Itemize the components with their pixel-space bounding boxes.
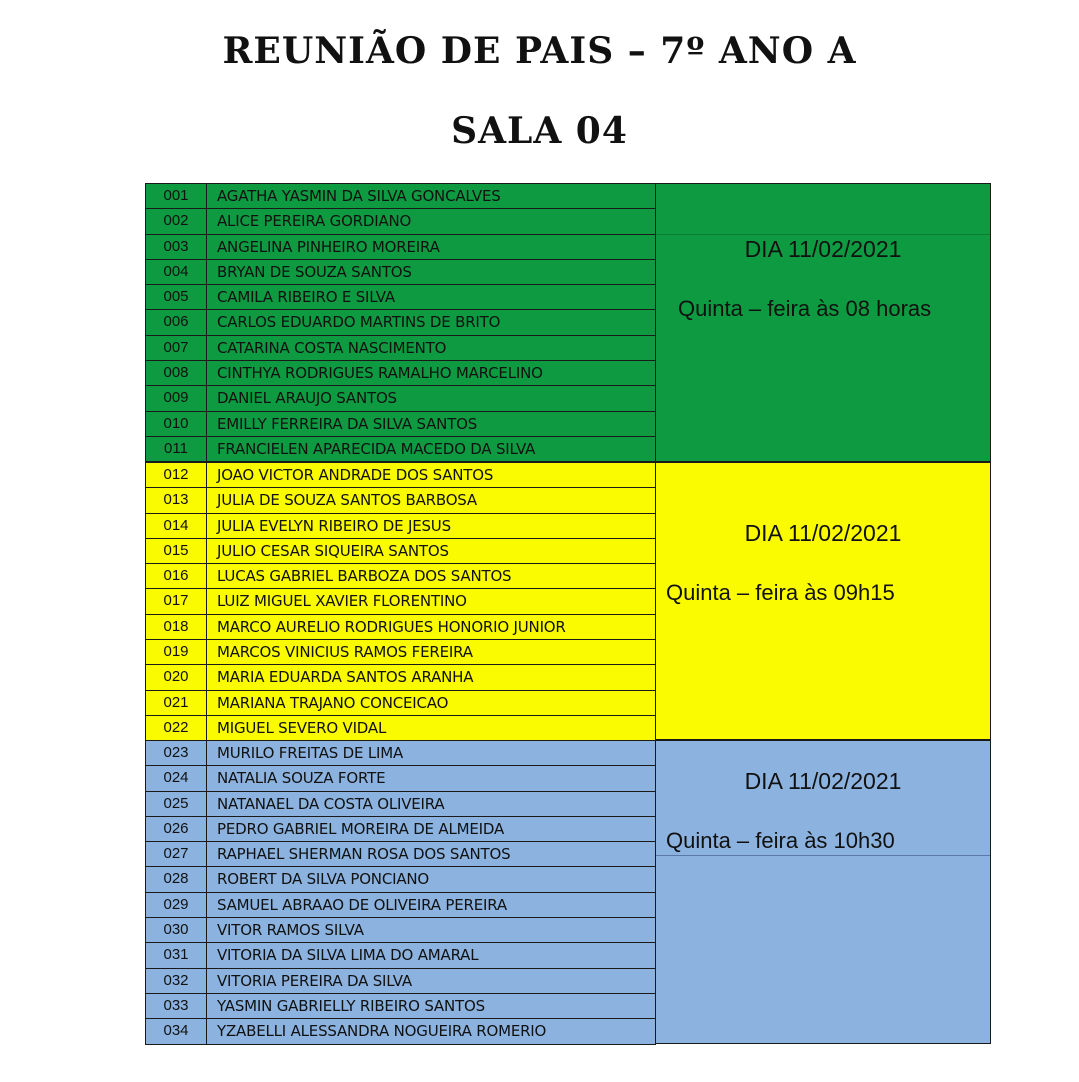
table-row xyxy=(146,336,655,361)
student-name: JULIO CESAR SIQUEIRA SANTOS xyxy=(217,541,449,560)
schedule-group-3 xyxy=(145,740,991,1044)
student-name: DANIEL ARAUJO SANTOS xyxy=(217,389,397,408)
table-row xyxy=(146,184,655,209)
student-name: JOAO VICTOR ANDRADE DOS SANTOS xyxy=(217,466,494,484)
student-number: 029 xyxy=(146,893,207,917)
student-name: YZABELLI ALESSANDRA NOGUEIRA ROMERIO xyxy=(217,1022,547,1041)
student-number: 009 xyxy=(146,386,207,410)
student-name: EMILLY FERREIRA DA SILVA SANTOS xyxy=(217,414,478,433)
student-number: 021 xyxy=(146,691,207,715)
table-row xyxy=(146,615,655,640)
room-subtitle: SALA 04 xyxy=(451,110,628,152)
table-row xyxy=(146,564,655,589)
student-name: ANGELINA PINHEIRO MOREIRA xyxy=(217,237,440,256)
page-title: REUNIÃO DE PAIS – 7º ANO A xyxy=(222,30,857,72)
student-number: 003 xyxy=(146,235,207,259)
student-number: 019 xyxy=(146,640,207,664)
student-name: CINTHYA RODRIGUES RAMALHO MARCELINO xyxy=(217,364,543,383)
meeting-date: DIA 11/02/2021 xyxy=(744,768,902,794)
table-row xyxy=(146,691,655,716)
student-number: 028 xyxy=(146,867,207,891)
student-name: BRYAN DE SOUZA SANTOS xyxy=(217,262,412,281)
student-name: MIGUEL SEVERO VIDAL xyxy=(217,718,387,737)
student-name: CAMILA RIBEIRO E SILVA xyxy=(217,288,395,307)
student-name: JULIA DE SOUZA SANTOS BARBOSA xyxy=(217,491,477,510)
student-name: LUIZ MIGUEL XAVIER FLORENTINO xyxy=(217,592,467,611)
schedule-cell xyxy=(656,740,991,1044)
student-name: MARCOS VINICIUS RAMOS FEREIRA xyxy=(217,643,473,662)
student-number: 005 xyxy=(146,285,207,309)
table-row xyxy=(146,817,655,842)
student-number: 032 xyxy=(146,969,207,993)
schedule-group-1 xyxy=(145,183,991,462)
table-row xyxy=(146,640,655,665)
student-number: 018 xyxy=(146,615,207,639)
student-number: 033 xyxy=(146,994,207,1018)
student-number: 008 xyxy=(146,361,207,385)
student-list xyxy=(145,183,656,462)
table-row xyxy=(146,463,655,488)
table-row xyxy=(146,665,655,690)
student-name: SAMUEL ABRAAO DE OLIVEIRA PEREIRA xyxy=(217,895,507,914)
student-number: 007 xyxy=(146,336,207,360)
student-name: RAPHAEL SHERMAN ROSA DOS SANTOS xyxy=(217,845,511,864)
table-row xyxy=(146,260,655,285)
table-row xyxy=(146,488,655,513)
table-row xyxy=(146,969,655,994)
student-number: 026 xyxy=(146,817,207,841)
student-number: 002 xyxy=(146,209,207,233)
student-name: CARLOS EDUARDO MARTINS DE BRITO xyxy=(217,313,501,332)
table-row xyxy=(146,310,655,335)
student-name: ALICE PEREIRA GORDIANO xyxy=(217,212,412,231)
student-number: 001 xyxy=(146,184,207,208)
table-row xyxy=(146,412,655,437)
table-row xyxy=(146,842,655,867)
student-number: 022 xyxy=(146,716,207,740)
student-name: MARCO AURELIO RODRIGUES HONORIO JUNIOR xyxy=(217,617,566,636)
student-number: 020 xyxy=(146,665,207,689)
student-name: ROBERT DA SILVA PONCIANO xyxy=(217,870,430,889)
table-row xyxy=(146,716,655,741)
table-row xyxy=(146,209,655,234)
student-list xyxy=(145,462,656,741)
table-row xyxy=(146,766,655,791)
student-name: MURILO FREITAS DE LIMA xyxy=(217,744,404,762)
student-name: VITOR RAMOS SILVA xyxy=(217,921,364,940)
table-row xyxy=(146,741,655,766)
student-number: 031 xyxy=(146,943,207,967)
student-number: 027 xyxy=(146,842,207,866)
student-name: LUCAS GABRIEL BARBOZA DOS SANTOS xyxy=(217,567,512,586)
meeting-date: DIA 11/02/2021 xyxy=(744,236,902,262)
student-name: JULIA EVELYN RIBEIRO DE JESUS xyxy=(217,516,451,535)
student-number: 024 xyxy=(146,766,207,790)
table-row xyxy=(146,1019,655,1044)
table-row xyxy=(146,437,655,462)
schedule-table xyxy=(145,183,991,1044)
student-number: 023 xyxy=(146,741,207,765)
meeting-time: Quinta – feira às 08 horas xyxy=(678,296,932,321)
table-row xyxy=(146,589,655,614)
student-number: 014 xyxy=(146,514,207,538)
student-number: 016 xyxy=(146,564,207,588)
cell-divider xyxy=(656,209,990,235)
meeting-date: DIA 11/02/2021 xyxy=(744,520,902,546)
student-number: 012 xyxy=(146,463,207,487)
student-number: 011 xyxy=(146,437,207,461)
table-row xyxy=(146,867,655,892)
table-row xyxy=(146,918,655,943)
student-number: 030 xyxy=(146,918,207,942)
table-row xyxy=(146,514,655,539)
schedule-cell xyxy=(656,462,991,740)
table-row xyxy=(146,361,655,386)
table-row xyxy=(146,943,655,968)
student-number: 004 xyxy=(146,260,207,284)
student-number: 010 xyxy=(146,412,207,436)
student-number: 006 xyxy=(146,310,207,334)
student-number: 013 xyxy=(146,488,207,512)
student-number: 017 xyxy=(146,589,207,613)
table-row xyxy=(146,792,655,817)
table-row xyxy=(146,893,655,918)
student-name: VITORIA PEREIRA DA SILVA xyxy=(217,971,412,990)
student-name: AGATHA YASMIN DA SILVA GONCALVES xyxy=(217,187,501,205)
schedule-cell xyxy=(656,183,991,462)
table-row xyxy=(146,386,655,411)
table-row xyxy=(146,285,655,310)
student-number: 025 xyxy=(146,792,207,816)
student-name: VITORIA DA SILVA LIMA DO AMARAL xyxy=(217,946,479,965)
meeting-time: Quinta – feira às 09h15 xyxy=(666,580,895,605)
student-list xyxy=(145,740,656,1045)
student-name: MARIA EDUARDA SANTOS ARANHA xyxy=(217,668,474,687)
student-number: 015 xyxy=(146,539,207,563)
student-name: NATALIA SOUZA FORTE xyxy=(217,769,386,788)
student-name: PEDRO GABRIEL MOREIRA DE ALMEIDA xyxy=(217,819,505,838)
student-name: MARIANA TRAJANO CONCEICAO xyxy=(217,693,449,712)
table-row xyxy=(146,994,655,1019)
table-row xyxy=(146,539,655,564)
schedule-group-2 xyxy=(145,462,991,740)
student-number: 034 xyxy=(146,1019,207,1043)
meeting-time: Quinta – feira às 10h30 xyxy=(666,828,895,853)
student-name: YASMIN GABRIELLY RIBEIRO SANTOS xyxy=(217,996,485,1015)
table-row xyxy=(146,235,655,260)
student-name: CATARINA COSTA NASCIMENTO xyxy=(217,338,447,357)
student-name: NATANAEL DA COSTA OLIVEIRA xyxy=(217,794,445,813)
student-name: FRANCIELEN APARECIDA MACEDO DA SILVA xyxy=(217,439,536,458)
